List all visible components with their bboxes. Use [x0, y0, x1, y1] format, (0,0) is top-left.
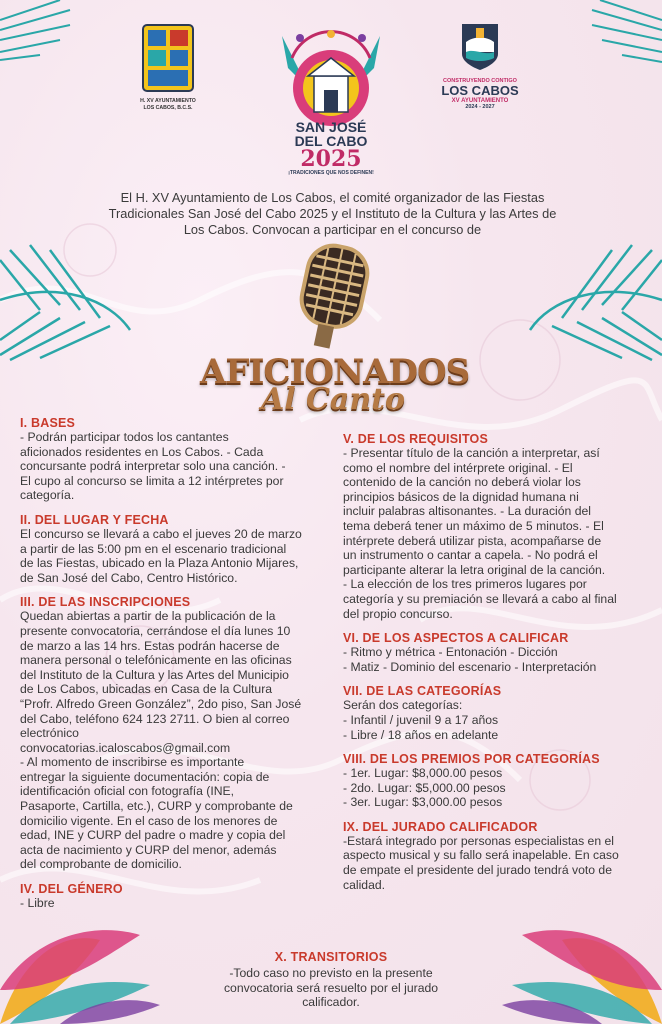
section-body: - Presentar título de la canción a interpretar, así como el nombre del intérprete original. - El contenido de la canción no deberá violar los principios básicos de la dignidad humana ni incluir palabras altisonantes. - La duración del tema deberá tener un máximo de 5 minutos. - El intérprete deberá utilizar pista, acompañarse de un instrumento o cantar a capela. - No podrá el participante alterar la letra original de la canción. - La elección de los tres primeros lugares por categoría y su premiación se llevará a cabo al final del propio concurso. [343, 446, 617, 621]
contest-title: AFICIONADOS [200, 352, 470, 392]
san-jose-logo-name: SAN JOSÉ DEL CABO [294, 119, 368, 149]
microphone-icon [262, 238, 402, 358]
section-title: II. DEL LUGAR Y FECHA [20, 512, 169, 527]
flower-decoration-bottom-left [0, 930, 160, 1024]
section-title: III. DE LAS INSCRIPCIONES [20, 595, 191, 610]
section-transitorios [210, 950, 452, 1010]
section-aspectos [343, 631, 641, 674]
section-body: -Todo caso no previsto en la presente convocatoria será resuelto por el jurado calificador. [223, 966, 439, 1010]
section-title: IX. DEL JURADO CALIFICADOR [343, 819, 538, 834]
section-title: VIII. DE LOS PREMIOS POR CATEGORÍAS [343, 752, 600, 767]
right-column [343, 432, 641, 902]
section-title: V. DE LOS REQUISITOS [343, 432, 489, 446]
palm-leaf-right [530, 245, 662, 360]
los-cabos-logo-caption: CONSTRUYENDO CONTIGO LOS CABOS XV AYUNTAMIENTO 2024 - 2027 [441, 78, 519, 110]
san-jose-logo-year: 2025 [300, 146, 362, 172]
section-lugar-fecha [20, 513, 320, 585]
contest-subtitle: Al Canto [260, 382, 406, 417]
palm-leaf-top-left [0, 0, 70, 60]
los-cabos-shield-logo [460, 22, 500, 72]
section-inscripciones [20, 595, 320, 872]
section-title: VI. DE LOS ASPECTOS A CALIFICAR [343, 631, 569, 646]
intro-paragraph: El H. XV Ayuntamiento de Los Cabos, el comité organizador de las Fiestas Tradicionales San José del Cabo 2025 y el Instituto de la Cultura y las Artes de Los Cabos. Convocan a participar en el concurso de [108, 190, 557, 237]
section-body: - 1er. Lugar: $8,000.00 pesos - 2do. Lugar: $5,000.00 pesos - 3er. Lugar: $3,000.00 pesos [343, 766, 506, 810]
section-premios [343, 752, 641, 810]
flower-decoration-bottom-right [502, 930, 662, 1024]
san-jose-logo-tagline: ¡TRADICIONES QUE NOS DEFINEN! [288, 170, 374, 176]
section-jurado [343, 820, 641, 892]
left-column [20, 416, 320, 921]
section-body: Quedan abiertas a partir de la publicación de la presente convocatoria, cerrándose el día lunes 10 de marzo a las 14 hrs. Estas podrán hacerse de manera personal o telefónicamente en las oficinas del Instituto de la Cultura y las Artes del Municipio de Los Cabos, ubicadas en Casa de la Cultura “Profr. Alfredo Green González”, 2do piso, San José del Cabo, teléfono 624 123 2711. O bien al correo electrónico convocatorias.icaloscabos@gmail.com - Al momento de inscribirse es importante entregar la siguiente documentación: copia de identificación oficial con fotografía (INE, Pasaporte, Cartilla, etc.), CURP y comprobante de domicilio vigente. En el caso de los menores de edad, INE y CURP del padre o madre y copia del acta de nacimiento y CURP del menor, además del comprobante de domicilio. [20, 609, 320, 872]
section-title: I. BASES [20, 416, 76, 430]
palm-leaf-top-right [592, 0, 662, 62]
section-body: El concurso se llevará a cabo el jueves 20 de marzo a partir de las 5:00 pm en el escenario tradicional de las Fiestas, ubicado en la Plaza Antonio Mijares, de San José del Cabo, Centro Histórico. [20, 526, 302, 585]
palm-leaf-left [0, 245, 130, 360]
section-body: -Estará integrado por personas especialistas en el aspecto musical y su fallo será inapelable. En caso de empate el presidente del jurado tendrá voto de calidad. [343, 833, 619, 892]
section-body: - Ritmo y métrica - Entonación - Dicción - Matiz - Dominio del escenario - Interpretación [343, 645, 597, 674]
section-body: Serán dos categorías: - Infantil / juvenil 9 a 17 años - Libre / 18 años en adelante [343, 698, 499, 742]
section-body: - Libre [20, 896, 55, 911]
section-title: VII. DE LAS CATEGORÍAS [343, 684, 502, 699]
section-genero [20, 882, 320, 911]
section-title: X. TRANSITORIOS [274, 950, 388, 964]
section-bases [20, 416, 320, 503]
email-link[interactable]: convocatorias.icaloscabos@gmail.com [20, 740, 231, 755]
section-categorias [343, 684, 641, 742]
ayuntamiento-shield-logo [142, 24, 194, 94]
ayuntamiento-logo-caption: H. XV AYUNTAMIENTO LOS CABOS, B.C.S. [140, 98, 196, 111]
section-requisitos [343, 432, 641, 621]
section-title: IV. DEL GÉNERO [20, 882, 123, 897]
section-body: - Podrán participar todos los cantantes aficionados residentes en Los Cabos. - Cada concursante podrá interpretar solo una canción. - El cupo al concurso se limita a 12 intérpretes por categoría. [20, 430, 286, 503]
